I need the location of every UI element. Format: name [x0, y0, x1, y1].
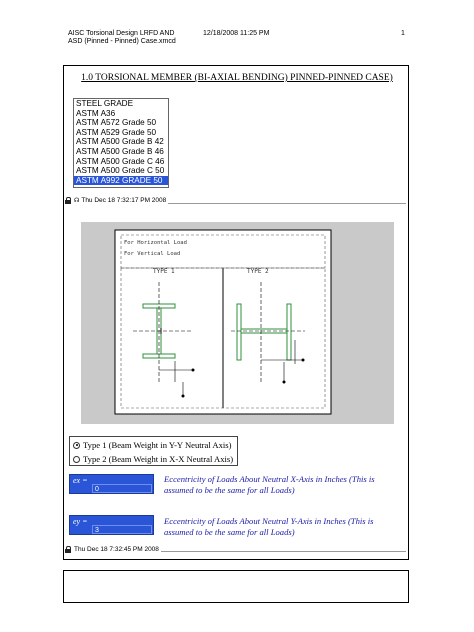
steel-grade-listbox[interactable] [73, 98, 169, 188]
steel-grade-option[interactable]: ASTM A500 Grade C 46 [76, 156, 165, 166]
steel-grade-option[interactable]: ASTM A500 Grade C 50 [76, 166, 165, 176]
timestamp-2 [64, 546, 161, 553]
steel-grade-option[interactable]: ASTM A500 Grade B 42 [76, 137, 164, 147]
ey-label: ey = [73, 517, 88, 526]
lock-icon [64, 197, 72, 204]
timestamp-1-text: Thu Dec 18 7:32:17 PM 2008 [81, 197, 167, 204]
document-title [68, 30, 176, 46]
radio-label-type2: Type 2 (Beam Weight in X-X Neutral Axis) [83, 454, 234, 464]
ex-parameter [69, 474, 154, 494]
type2-label: TYPE 2 [247, 268, 269, 275]
ey-parameter [69, 515, 154, 535]
ex-input[interactable]: 0 [92, 484, 152, 493]
page-number: 1 [401, 30, 405, 37]
radio-option-type1[interactable] [70, 438, 237, 452]
radio-button-type2[interactable] [73, 456, 80, 463]
print-datetime: 12/18/2008 11:25 PM [203, 30, 270, 37]
radio-option-type2[interactable] [70, 452, 237, 466]
legend-vertical-load: For Vertical Load [124, 251, 181, 257]
ex-description: Eccentricity of Loads About Neutral X-Axis in Inches (This is assumed to be the same for all Loads) [164, 474, 375, 495]
ey-description: Eccentricity of Loads About Neutral Y-Axis in Inches (This is assumed to be the same for all Loads) [164, 516, 374, 537]
ex-label: ex = [73, 476, 88, 485]
steel-grade-option[interactable]: ASTM A500 Grade B 46 [76, 146, 164, 156]
steel-grade-option[interactable]: ASTM A36 [76, 108, 116, 118]
timestamp-1 [64, 197, 168, 204]
steel-grade-option[interactable]: ASTM A572 Grade 50 [76, 118, 157, 128]
steel-grade-option[interactable]: ASTM A992 GRADE 50 [74, 176, 168, 186]
radio-label-type1: Type 1 (Beam Weight in Y-Y Neutral Axis) [83, 440, 232, 450]
steel-grade-option[interactable]: ASTM A529 Grade 50 [76, 127, 157, 137]
legend-horizontal-load: For Horizontal Load [124, 240, 187, 246]
timestamp-2-text: Thu Dec 18 7:32:45 PM 2008 [74, 546, 159, 553]
calculator-icon: ☊ [74, 198, 80, 204]
steel-grade-header: STEEL GRADE [76, 99, 134, 108]
type1-label: TYPE 1 [153, 268, 175, 275]
diagram-legend [124, 238, 187, 260]
beam-type-radio-group [69, 436, 238, 466]
ey-input[interactable]: 3 [92, 525, 152, 534]
document-title-line-2: ASD (Pinned - Pinned) Case.xmcd [68, 38, 176, 45]
lock-icon [64, 546, 72, 553]
document-title-line-1: AISC Torsional Design LRFD AND [68, 30, 175, 37]
radio-button-type1[interactable] [73, 442, 80, 449]
section-title: 1.0 TORSIONAL MEMBER (BI-AXIAL BENDING) PINNED-PINNED CASE) [81, 73, 393, 83]
next-region-frame [63, 570, 409, 603]
